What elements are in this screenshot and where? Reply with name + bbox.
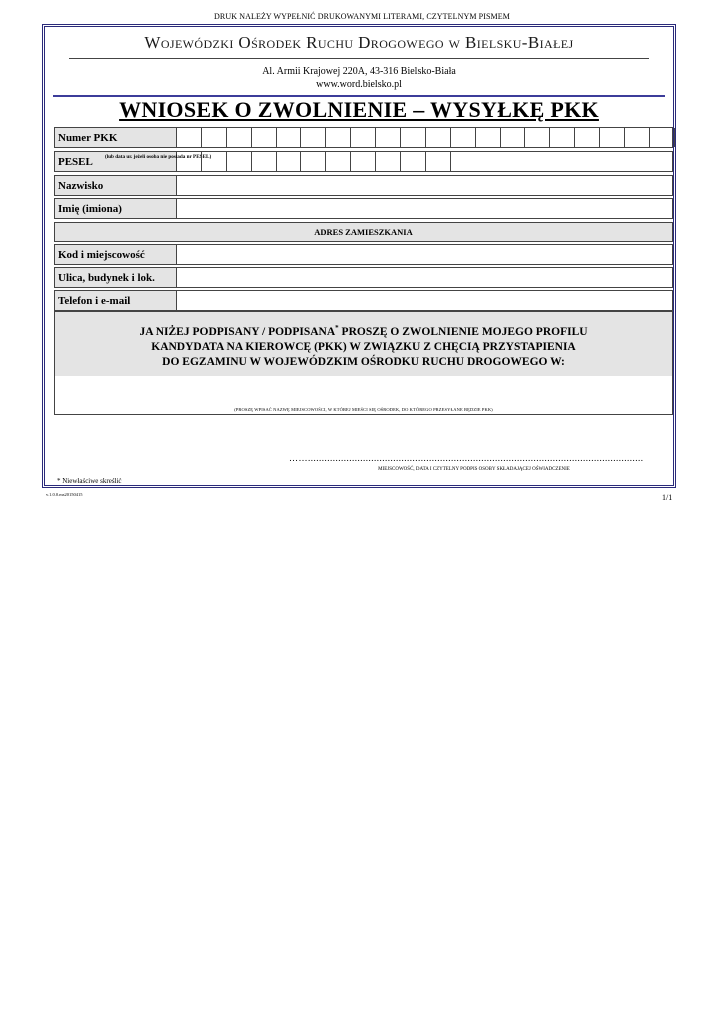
digit-box[interactable] [252,152,277,171]
digit-box[interactable] [351,152,376,171]
digit-box[interactable] [426,128,451,147]
digit-box[interactable] [351,128,376,147]
digit-box[interactable] [376,128,401,147]
asterisk-mark: * [335,324,339,332]
field-label: Ulica, budynek i lok. [55,268,177,287]
digit-box[interactable] [401,128,426,147]
digit-box[interactable] [650,128,675,147]
field-label [55,152,212,171]
digit-box[interactable] [301,152,326,171]
pesel-note: (lub data ur. jeżeli osoba nie posiada nr PESEL) [105,154,212,160]
version-label: v.1.0.0.ms20150415 [46,492,83,497]
field-kod[interactable] [54,244,673,265]
footnote: * Niewłaściwe skreślić [57,477,122,485]
digit-box[interactable] [202,152,227,171]
digit-box[interactable] [426,152,451,171]
field-telefon[interactable] [54,290,673,311]
declaration-line-3: DO EGZAMINU W WOJEWÓDZKIM OŚRODKU RUCHU DROGOWEGO W: [162,355,565,368]
digit-box[interactable] [227,128,252,147]
digit-box[interactable] [550,128,575,147]
digit-box[interactable] [401,152,426,171]
declaration-text [55,312,672,376]
digit-box[interactable] [177,128,202,147]
form-title: WNIOSEK O ZWOLNIENIE – WYSYŁKĘ PKK [119,97,599,122]
field-label: Telefon i e-mail [55,291,177,310]
field-label: Imię (imiona) [55,199,177,218]
digit-box[interactable] [575,128,600,147]
digit-box[interactable] [177,152,202,171]
print-instruction: DRUK NALEŻY WYPEŁNIĆ DRUKOWANYMI LITERAMI, CZYTELNYM PISMEM [214,12,510,21]
digit-box[interactable] [301,128,326,147]
field-label: Numer PKK [55,128,177,147]
digit-box[interactable] [252,128,277,147]
digit-box[interactable] [326,152,351,171]
declaration-box[interactable] [54,311,673,415]
signature-line[interactable]: …….......................................................................................................................... [289,453,644,463]
digit-box[interactable] [625,128,650,147]
declaration-line-2: KANDYDATA NA KIEROWCĘ (PKK) W ZWIĄZKU Z CHĘCIĄ PRZYSTAPIENIA [151,340,576,353]
field-ulica[interactable] [54,267,673,288]
declaration-line-1: JA NIŻEJ PODPISANY / PODPISANA [139,325,336,338]
digit-box[interactable] [326,128,351,147]
digit-box[interactable] [227,152,252,171]
signature-caption: MIEJSCOWOŚĆ, DATA I CZYTELNY PODPIS OSOBY SKŁADAJĄCEJ OŚWIADCZENIE [378,467,570,472]
digit-box[interactable] [202,128,227,147]
declaration-hint: (PROSZĘ WPISAĆ NAZWĘ MIEJSCOWOŚCI, W KTÓREJ MIEŚCI SIĘ OŚRODEK, DO KTÓREGO PRZESYŁANE BĘDZIE PKK) [234,407,493,412]
digit-box[interactable] [376,152,401,171]
section-header: ADRES ZAMIESZKANIA [54,222,673,242]
divider [69,58,649,59]
pesel-boxes[interactable] [177,152,451,171]
digit-box[interactable] [501,128,526,147]
field-pesel[interactable] [54,151,673,172]
declaration-line-1b: PROSZĘ O ZWOLNIENIE MOJEGO PROFILU [338,325,588,338]
field-imie[interactable] [54,198,673,219]
digit-box[interactable] [525,128,550,147]
digit-box[interactable] [277,128,302,147]
pkk-boxes[interactable] [177,128,675,147]
field-numer-pkk[interactable] [54,127,673,148]
field-label: Nazwisko [55,176,177,195]
organization-address [49,65,669,91]
organization-name: Wojewódzki Ośrodek Ruchu Drogowego w Bielsku-Białej [144,33,574,52]
website-text: www.word.bielsko.pl [316,79,402,90]
digit-box[interactable] [476,128,501,147]
declaration-line [55,321,672,340]
form-frame [42,24,676,488]
pesel-label: PESEL [58,156,93,168]
digit-box[interactable] [600,128,625,147]
digit-box[interactable] [277,152,302,171]
field-nazwisko[interactable] [54,175,673,196]
address-text: Al. Armii Krajowej 220A, 43-316 Bielsko-Biała [262,66,456,77]
field-label: Kod i miejscowość [55,245,177,264]
digit-box[interactable] [451,128,476,147]
page-number: 1/1 [662,493,673,502]
